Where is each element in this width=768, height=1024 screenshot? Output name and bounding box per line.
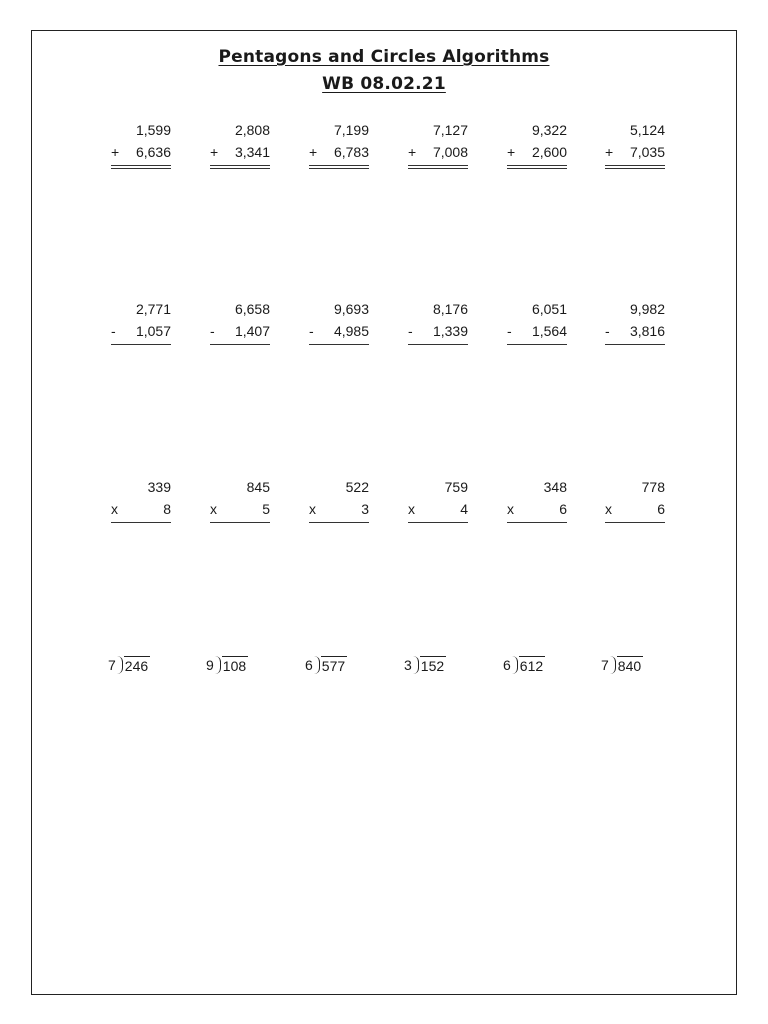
minus-sign: - (605, 323, 610, 339)
subtraction-problem (210, 298, 270, 345)
worksheet-title: Pentagons and Circles Algorithms (218, 47, 550, 67)
division-problem (108, 654, 150, 676)
answer-line (210, 165, 270, 169)
multiplicand: 845 (246, 479, 270, 495)
answer-line (408, 165, 468, 169)
addend-top: 5,124 (629, 122, 665, 138)
subtrahend: 1,564 (531, 323, 567, 339)
answer-line (605, 344, 665, 345)
answer-line (111, 522, 171, 523)
answer-line (408, 522, 468, 523)
addend-bottom: 7,035 (629, 144, 665, 160)
minuend: 6,051 (531, 301, 567, 317)
addition-problem (309, 119, 369, 169)
division-bracket-icon (413, 656, 419, 674)
dividend: 152 (420, 657, 445, 674)
plus-sign: + (507, 144, 516, 160)
addend-top: 1,599 (135, 122, 171, 138)
addend-top: 9,322 (531, 122, 567, 138)
multiplier: 8 (163, 501, 171, 517)
plus-sign: + (605, 144, 614, 160)
answer-line (507, 165, 567, 169)
divisor: 3 (404, 657, 412, 673)
division-bracket-icon (314, 656, 320, 674)
answer-line (605, 165, 665, 169)
multiplier: 6 (559, 501, 567, 517)
subtrahend: 4,985 (333, 323, 369, 339)
times-sign: x (111, 501, 118, 517)
minuend: 2,771 (135, 301, 171, 317)
answer-line (111, 165, 171, 169)
times-sign: x (309, 501, 316, 517)
division-problem (404, 654, 446, 676)
multiplication-problem (210, 476, 270, 523)
addition-problem (210, 119, 270, 169)
divisor: 9 (206, 657, 214, 673)
dividend: 246 (124, 657, 149, 674)
addend-top: 7,127 (432, 122, 468, 138)
subtraction-problem (605, 298, 665, 345)
minuend: 8,176 (432, 301, 468, 317)
dividend: 108 (222, 657, 247, 674)
addition-problem (507, 119, 567, 169)
answer-line (309, 522, 369, 523)
multiplication-problem (111, 476, 171, 523)
addend-bottom: 6,783 (333, 144, 369, 160)
subtraction-problem (309, 298, 369, 345)
subtraction-problem (507, 298, 567, 345)
division-bracket-icon (610, 656, 616, 674)
answer-line (507, 344, 567, 345)
multiplication-problem (605, 476, 665, 523)
times-sign: x (507, 501, 514, 517)
answer-line (111, 344, 171, 345)
multiplicand: 522 (345, 479, 369, 495)
multiplicand: 339 (147, 479, 171, 495)
multiplicand: 348 (543, 479, 567, 495)
times-sign: x (408, 501, 415, 517)
multiplicand: 759 (444, 479, 468, 495)
answer-line (507, 522, 567, 523)
division-problem (503, 654, 545, 676)
answer-line (309, 165, 369, 169)
multiplication-problem (408, 476, 468, 523)
multiplier: 5 (262, 501, 270, 517)
minus-sign: - (210, 323, 215, 339)
subtraction-problem (111, 298, 171, 345)
addend-top: 7,199 (333, 122, 369, 138)
times-sign: x (210, 501, 217, 517)
minus-sign: - (111, 323, 116, 339)
subtrahend: 1,057 (135, 323, 171, 339)
addend-bottom: 7,008 (432, 144, 468, 160)
minus-sign: - (408, 323, 413, 339)
answer-line (408, 344, 468, 345)
plus-sign: + (408, 144, 417, 160)
division-bracket-icon (215, 656, 221, 674)
addend-top: 2,808 (234, 122, 270, 138)
division-problem (305, 654, 347, 676)
division-bracket-icon (117, 656, 123, 674)
divisor: 7 (108, 657, 116, 673)
multiplier: 4 (460, 501, 468, 517)
plus-sign: + (309, 144, 318, 160)
plus-sign: + (111, 144, 120, 160)
answer-line (309, 344, 369, 345)
multiplication-problem (309, 476, 369, 523)
division-problem (601, 654, 643, 676)
divisor: 6 (503, 657, 511, 673)
minus-sign: - (309, 323, 314, 339)
addition-problem (605, 119, 665, 169)
subtraction-problem (408, 298, 468, 345)
minuend: 6,658 (234, 301, 270, 317)
addend-bottom: 6,636 (135, 144, 171, 160)
divisor: 6 (305, 657, 313, 673)
worksheet-date: WB 08.02.21 (322, 74, 446, 94)
multiplier: 6 (657, 501, 665, 517)
multiplicand: 778 (641, 479, 665, 495)
times-sign: x (605, 501, 612, 517)
minus-sign: - (507, 323, 512, 339)
divisor: 7 (601, 657, 609, 673)
division-bracket-icon (512, 656, 518, 674)
multiplication-problem (507, 476, 567, 523)
division-problem (206, 654, 248, 676)
subtrahend: 1,339 (432, 323, 468, 339)
answer-line (605, 522, 665, 523)
minuend: 9,982 (629, 301, 665, 317)
addition-problem (408, 119, 468, 169)
addition-problem (111, 119, 171, 169)
answer-line (210, 344, 270, 345)
minuend: 9,693 (333, 301, 369, 317)
dividend: 612 (519, 657, 544, 674)
subtrahend: 3,816 (629, 323, 665, 339)
subtrahend: 1,407 (234, 323, 270, 339)
dividend: 577 (321, 657, 346, 674)
plus-sign: + (210, 144, 219, 160)
multiplier: 3 (361, 501, 369, 517)
dividend: 840 (617, 657, 642, 674)
answer-line (210, 522, 270, 523)
addend-bottom: 2,600 (531, 144, 567, 160)
addend-bottom: 3,341 (234, 144, 270, 160)
